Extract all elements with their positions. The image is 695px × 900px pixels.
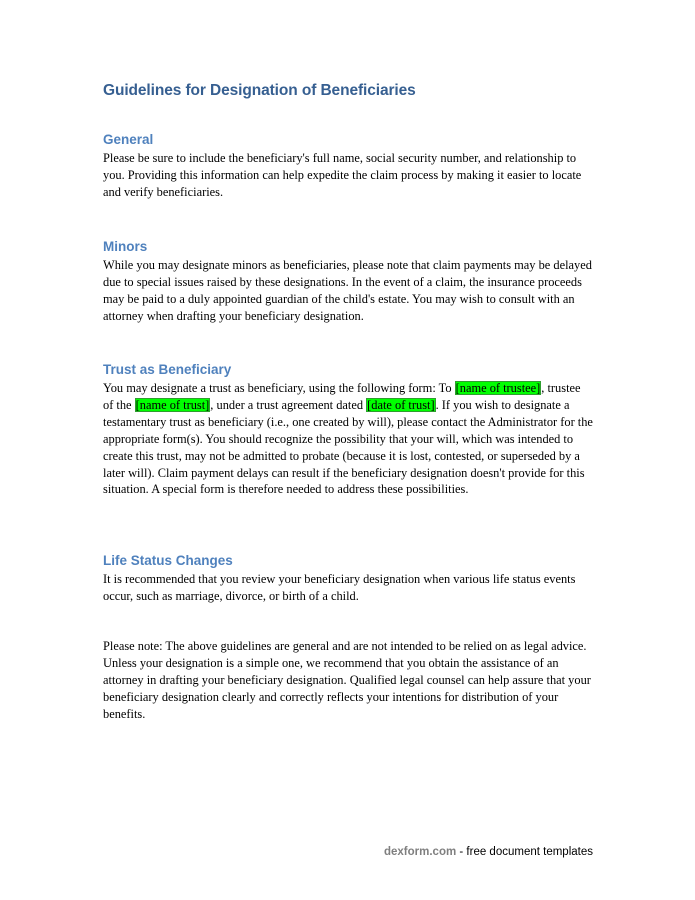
trust-text-part-3: , under a trust agreement dated: [210, 397, 367, 412]
trust-text-part-2: , trustee of the: [103, 381, 581, 412]
footer-brand-link[interactable]: dexform.com: [383, 846, 457, 858]
section-heading-general: General: [103, 132, 154, 147]
document-title: Guidelines for Designation of Beneficiaries: [103, 82, 416, 99]
section-text-life-status: It is recommended that you review your beneficiary designation when various life status events occur, such as marriage, divorce, or birth of a child.: [103, 572, 576, 603]
field-date-of-trust[interactable]: [date of trust]: [367, 397, 435, 412]
field-name-of-trust[interactable]: [name of trust]: [135, 397, 210, 412]
section-trust: [103, 362, 593, 498]
trust-text-part-4: . If you wish to designate a testamentary trust as beneficiary (i.e., one created by will), please contact the Administrator for the appropriate form(s). You should recognize the possibility that your will, which was intended to create this trust, may not be admitted to probate (because it is lost, contested, or superseded by a later will). Claim payment delays can result if the beneficiary designation doesn't provide for this situation. A special form is therefore needed to address these possibilities.: [103, 397, 593, 497]
section-text-minors: While you may designate minors as beneficiaries, please note that claim payments may be delayed due to special issues raised by these designations. In the event of a claim, the insurance proceeds may be paid to a duly appointed guardian of the child's estate. You may wish to consult with an attorney when drafting your beneficiary designation.: [103, 258, 592, 323]
section-heading-trust: Trust as Beneficiary: [103, 362, 232, 377]
section-general: [103, 132, 593, 201]
section-text-note: Please note: The above guidelines are general and are not intended to be relied on as legal advice. Unless your designation is a simple one, we recommend that you obtain the assistance of an attorney in drafting your beneficiary designation. Qualified legal counsel can help assure that your beneficiary designation clearly and correctly reflects your intentions for distribution of your benefits.: [103, 639, 591, 721]
footer: [384, 846, 593, 858]
section-life-status: [103, 553, 593, 605]
section-heading-life-status: Life Status Changes: [103, 553, 233, 568]
footer-tagline: - free document templates: [456, 846, 593, 858]
section-minors: [103, 239, 593, 325]
section-heading-minors: Minors: [103, 239, 148, 254]
field-name-of-trustee[interactable]: [name of trustee]: [455, 381, 541, 395]
section-text-general: Please be sure to include the beneficiary's full name, social security number, and relationship to you. Providing this information can help expedite the claim process by making it easier to locate and verify beneficiaries.: [103, 151, 582, 199]
trust-text-part-1: You may designate a trust as beneficiary, using the following form: To: [103, 381, 455, 395]
section-note: [103, 638, 593, 723]
section-text-trust: [103, 380, 593, 498]
